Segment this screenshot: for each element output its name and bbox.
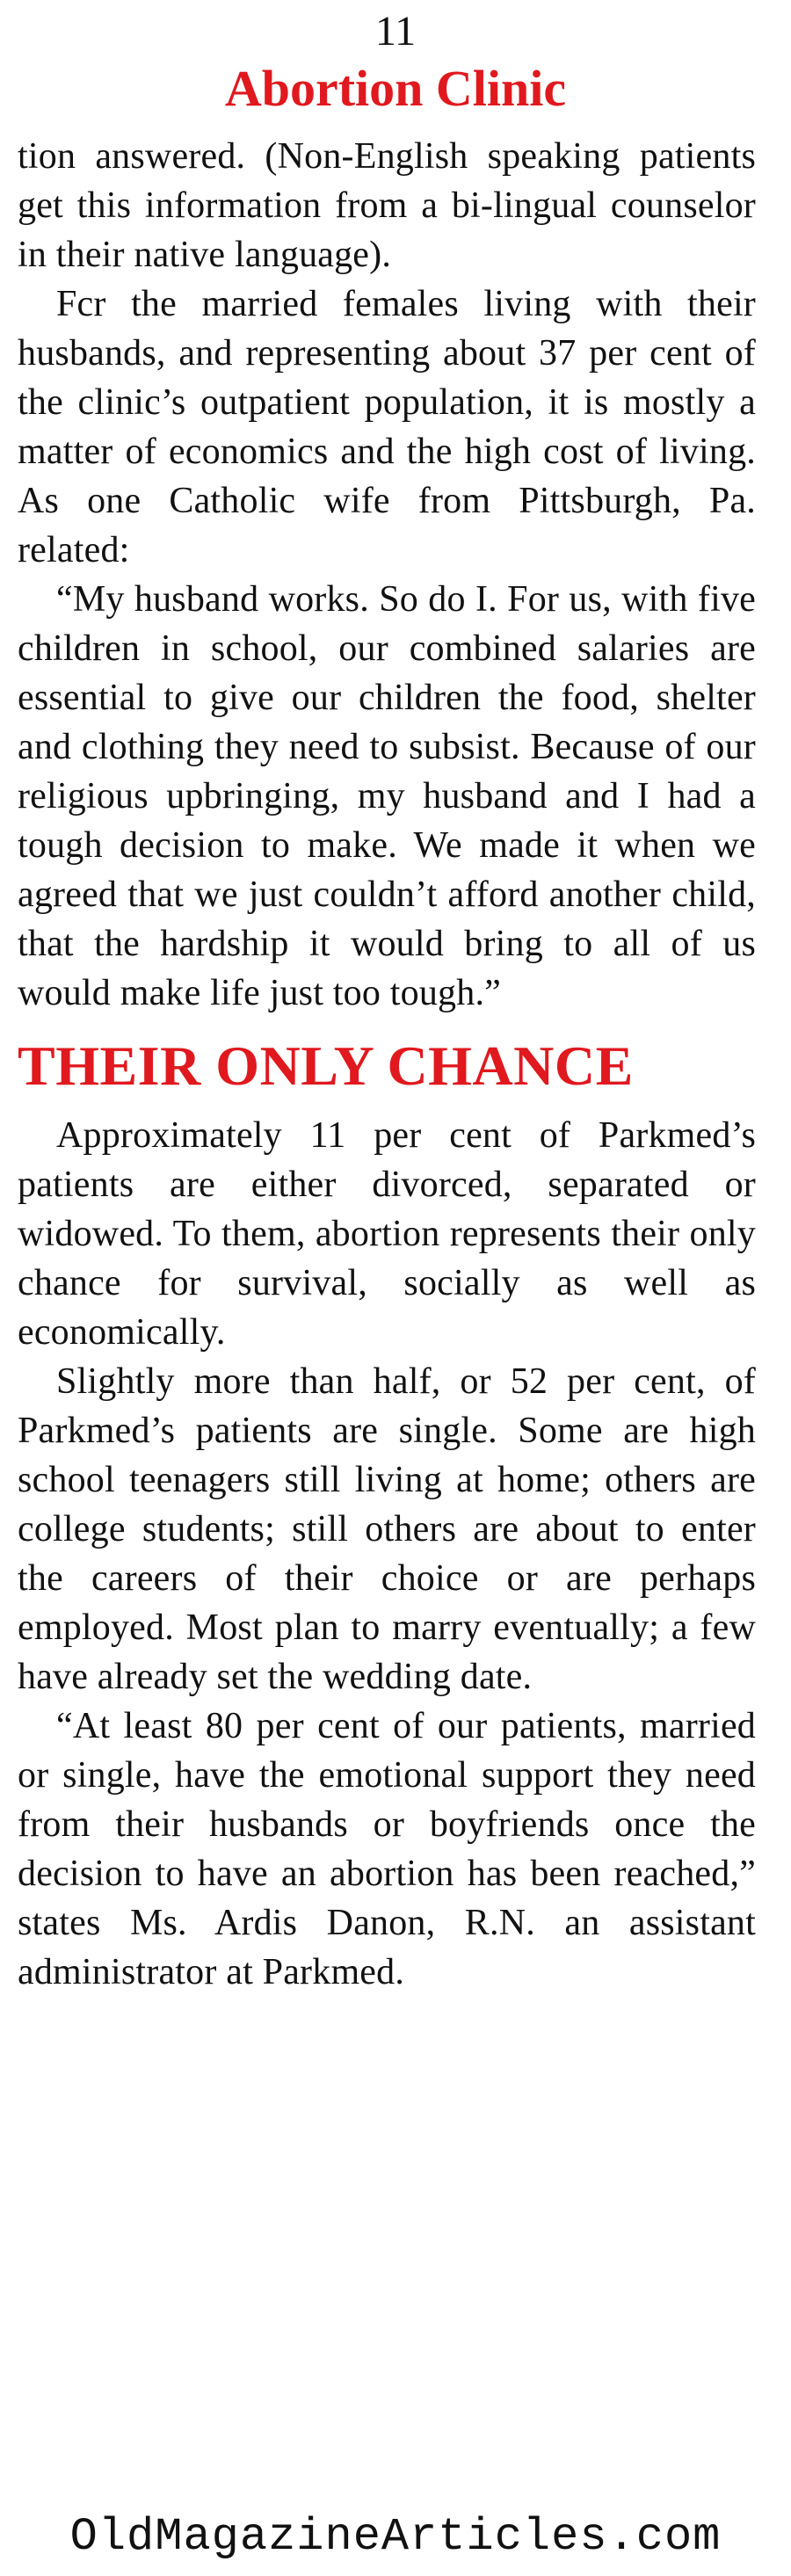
paragraph: Slightly more than half, or 52 per cent, of Parkmed’s patients are single. Some are high school teenagers still living at home; others are college students; still others are about to enter the careers of their choice or are perhaps employed. Most plan to marry eventually; a few have already set the wedding date. (18, 1361, 756, 1697)
quote-paragraph: “My husband works. So do I. For us, with five children in school, our combined salaries are essential to give our children the food, shelter and clothing they need to subsist. Because of our religious upbringing, my husband and I had a tough decision to make. We made it when we agreed that we just couldn’t afford another child, that the hardship it would bring to all of us would make life just too tough.” (18, 579, 756, 1013)
paragraph-continued: tion answered. (Non-English speaking patients get this information from a bi-lingual counselor in their native language). (18, 136, 756, 275)
section-heading: THEIR ONLY CHANCE (18, 1034, 634, 1097)
article-column (18, 132, 756, 1997)
running-title: Abortion Clinic (224, 60, 567, 117)
quote-paragraph: “At least 80 per cent of our patients, married or single, have the emotional support they need from their husbands or boyfriends once the decision to have an abortion has been reached,” states Ms. Ardis Danon, R.N. an assistant administrator at Parkmed. (18, 1706, 756, 1992)
page-number: 11 (374, 8, 417, 54)
paragraph: Fcr the married females living with their husbands, and representing about 37 per cent of the clinic’s outpatient population, it is mostly a matter of economics and the high cost of living. As one Catholic wife from Pittsburgh, Pa. related: (18, 284, 756, 570)
site-watermark: OldMagazineArticles.com (69, 2511, 722, 2563)
paragraph: Approximately 11 per cent of Parkmed’s patients are either divorced, separated or widowed. To them, abortion represents their only chance for survival, socially as well as economically. (18, 1115, 756, 1353)
